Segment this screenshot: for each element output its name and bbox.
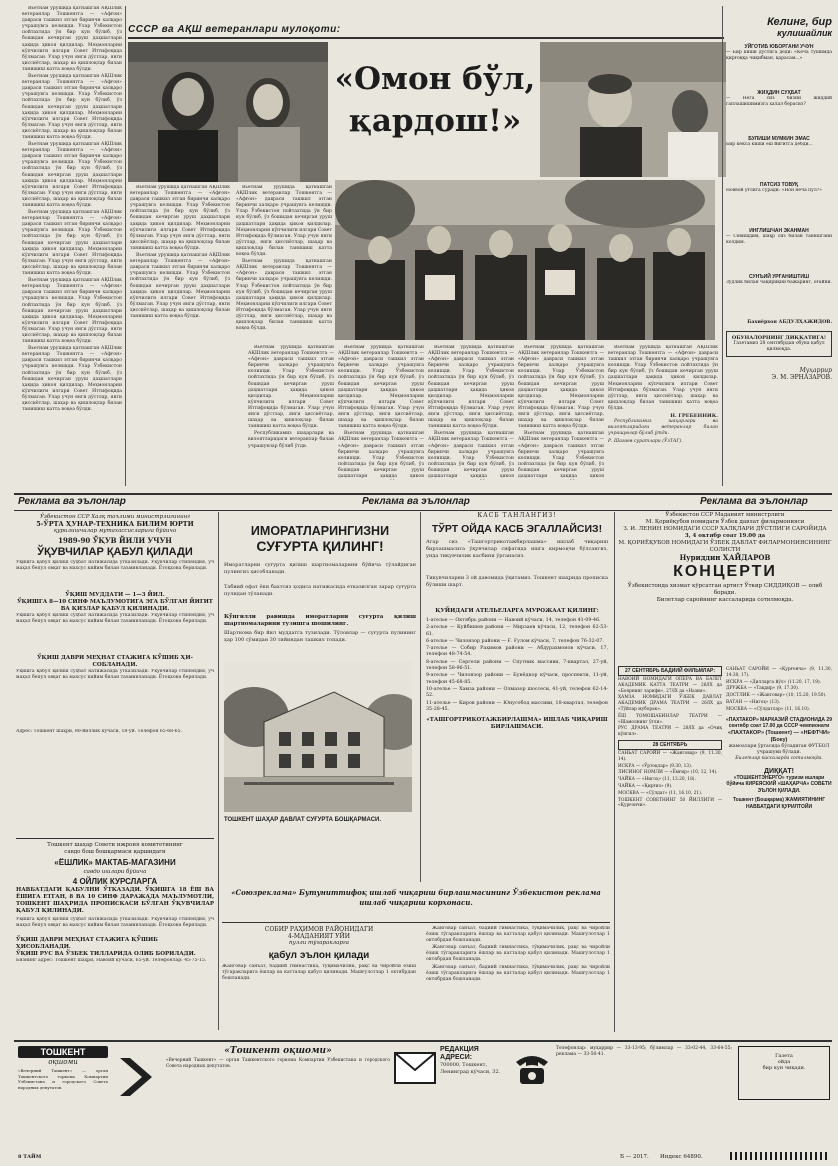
article-left-text-6: Вьетнам урушида қатнашган АҚШлик ветеранлар Тошкентга — «Афғон» давраси ташкил этган биринчи халқаро учрашувга келишди. Улар Ўзбекистон пойтахтида ўн бир кун бўлиб, ўз бошидан кечирган уруш даҳшатлари ҳақида ҳикоя қилдилар. Меҳмонларни кўпчилиги илгари Совет Иттифоқида бўлмаган. Улар учун янги дўстлар, янги ҳиссиётлар, шаҳар ва қишлоқлар билан танишиш катта воқеа бўлди.	[22, 346, 122, 413]
article-column-3	[248, 345, 334, 480]
photo-veterans-1-graphic	[128, 42, 328, 182]
ad-right-middle-text-1: Жанговар санъат, бадиий гимнастика, тўқимачилик, рақс ва чиройли ёзиш тўгаракларига ёшлар ва катталар қабул қилинади. Машғулотлар 1 октябрдан бошланади.	[426, 926, 610, 944]
theater-listing-item: ҲАМЗА НОМИДАГИ ЎЗБЕК ДАВЛАТ АКАДЕМИК ДРАМА ТЕАТРИ — 26/IX да «Тўйлар муборак».	[618, 695, 722, 712]
ad-insurance-body2: Табиий офат ёки бахтсиз ҳодиса натижасида етказилган зарар суғурта пулидан тўланади.	[224, 584, 416, 597]
ad-technikum-subhead1: ЎҚИШ МУДДАТИ — 1—3 ЙИЛ.	[65, 592, 165, 598]
article-left-text-3: Вьетнам урушида қатнашган АҚШлик ветеранлар Тошкентга — «Афғон» давраси ташкил этган биринчи халқаро учрашувга келишди. Улар Ўзбекистон пойтахтида ўн бир кун бўлиб, ўз бошидан кечирган уруш даҳшатлари ҳақида ҳикоя қилдилар. Меҳмонларни кўпчилиги илгари Совет Иттифоқида бўлмаган. Улар учун янги дўстлар, янги ҳиссиётлар, шаҳар ва қишлоқлар билан танишиш катта воқеа бўлди.	[22, 142, 122, 208]
ad-eshlik-address: Бизнинг адрес: Тошкент шаҳри, Навоий кўчаси, 65-уй. Телефонлар: 45-75-15.	[16, 958, 207, 963]
humor-section-title: ЖИҲДИН СУҲБАТ	[757, 90, 801, 96]
ad-eshlik-line1: Тошкент шаҳар Совети ижроия комитетининг	[47, 842, 183, 848]
headline-block	[330, 48, 540, 188]
theater-listing-item: РУС ДРАМА ТЕАТРИ — 28/IX да «Очиқ кўнгил».	[618, 726, 722, 738]
article-col5-text-2: Вьетнам урушида қатнашган АҚШлик ветеранлар Тошкентга — «Афғон» давраси ташкил этган биринчи халқаро учрашувга келишди. Улар Ўзбекистон пойтахтида ўн бир кун бўлиб, ўз бошидан кечирган уруш даҳшатлари ҳақида ҳикоя	[428, 431, 514, 479]
humor-column-divider	[722, 6, 723, 486]
footer-logo	[112, 1052, 162, 1102]
ad-concert-line4: 3, 4 октябр соат 19.00 да	[684, 533, 766, 539]
humor-signoff: Бахиёрхон АБДУЛҲАЖИДОВ.	[747, 319, 832, 325]
humor-title-2: кулишайлик	[777, 28, 832, 38]
ad-concert-line3: З. И. ЛЕНИН НОМИДАГИ СССР ХАЛҚЛАРИ ДЎСТЛИГИ САРОЙИДА	[623, 526, 827, 532]
humor-column	[726, 6, 832, 486]
ad-culture-house	[222, 926, 416, 1036]
ad-culture-line1: СОБИР РАҲИМОВ РАЙОНИДАГИ	[264, 926, 374, 933]
article-col7-text: Вьетнам урушида қатнашган АҚШлик ветеранлар Тошкентга — «Афғон» давраси ташкил этган биринчи халқаро учрашувга келишди. Улар Ўзбекистон пойтахтида ўн бир кун бўлиб, ўз бошидан кечирган уруш даҳшатлари ҳақида ҳикоя қилдилар. Меҳмонларни кўпчилиги илгари Совет Иттифоқида бўлмаган. Улар учун янги дўстлар, янги ҳиссиётлар, шаҳар ва қишлоқлар билан танишиш катта воқеа бўлди.	[608, 345, 718, 411]
article-column-4	[338, 345, 424, 480]
article-col1-text: Вьетнам урушида қатнашган АҚШлик ветеранлар Тошкентга — «Афғон» давраси ташкил этган биринчи халқаро учрашувга келишди. Улар Ўзбекистон пойтахтида ўн бир кун бўлиб, ўз бошидан кечирган уруш даҳшатлари ҳақида ҳикоя қилдилар. Меҳмонларни кўпчилиги илгари Совет Иттифоқида бўлмаган. Улар учун янги дўстлар, янги ҳиссиётлар, шаҳар ва қишлоқлар билан танишиш катта воқеа бўлди.	[130, 185, 230, 251]
ad-technikum-address: Адрес: Тошкент шаҳри, 80-йиллик кўчаси, 18-уй. Телефон 65-68-65.	[16, 729, 182, 734]
ad-insurance-subhead: Кўнгилли равишда иморатларни суғурта қилиш шартномаларини тузишга шошилинг.	[224, 614, 416, 627]
ad-right-middle-text	[426, 926, 610, 1034]
humor-section-title: СУНЪИЙ УРҒАНИШТИШ	[749, 274, 809, 280]
cinema-listing-item: САНЬАТ САРОЙИ — «Жанговар» (9, 11.30, 14).	[618, 750, 722, 762]
ad-jobs-footer: «ТАШГОРТРИКОТАЖБИРЛАШМА» ИШЛАБ ЧИҚАРИШ БИРЛАШМАСИ.	[426, 717, 608, 731]
cinema-listing-item: МОСКВА — «Сўлдатлар» (11, 16.10).	[726, 706, 810, 712]
footer-stamp-line1: Газета	[775, 1053, 793, 1059]
article-column-1	[130, 185, 230, 345]
article-col3-text: Вьетнам урушида қатнашган АҚШлик ветеранлар Тошкентга — «Афғон» давраси ташкил этган биринчи халқаро учрашувга келишди. Улар Ўзбекистон пойтахтида ўн бир кун бўлиб, ўз бошидан кечирган уруш даҳшатлари ҳақида ҳикоя қилдилар. Меҳмонларни кўпчилиги илгари Совет Иттифоқида бўлмаган. Улар учун янги дўстлар, янги ҳиссиётлар, шаҳар ва қишлоқлар билан танишиш катта воқеа бўлди.	[248, 345, 334, 430]
ad-jobs-subhead: ҚУЙИДАГИ АТЕЛЬЕЛАРГА МУРОЖААТ ҚИЛИНГ:	[435, 608, 599, 614]
cinema-list-2	[618, 751, 722, 809]
ad-culture-body: Жанговар санъат, бадиий гимнастика, тўқимачилик, рақс ва чиройли ёзиш тўгаракларига ёшлар ва катталар қабул қилинади. Машғулотлар 1 октябрдан бошланади.	[222, 964, 416, 982]
cinema-listing-item: ЛИСИНОГ НОМЛИ — «Ёмғир» (10, 12, 14).	[618, 770, 718, 776]
ads-label-right: Реклама ва эълонлар	[700, 496, 808, 507]
cinema-listing-item: ИСКРА — «Дилларга йўл» (11.20, 17, 19).	[726, 679, 822, 685]
ad-concert	[618, 512, 832, 662]
ad-technikum	[16, 514, 214, 834]
humor-title-1: Келинг, бир	[767, 16, 832, 28]
ad-concert-line6: Нуриддин ҲАЙДАРОВ	[679, 553, 771, 562]
ad-technikum-subhead3: ЎҚИШ ДАВРИ МЕҲНАТ СТАЖИГА КЎШИБ ҲИСОБЛАНАДИ.	[37, 655, 193, 668]
article-signature: Н. ГРЕБЕННИК.	[670, 413, 718, 420]
humor-sections	[726, 44, 832, 316]
ads-col-divider-2	[420, 512, 421, 882]
ad-jobs-list	[426, 618, 608, 713]
telephone-icon	[512, 1050, 552, 1086]
ad-eshlik-headline: «ЁШЛИК» МАКТАБ-МАГАЗИНИ	[54, 858, 176, 867]
footer-issue-2: Индекс 64890.	[660, 1154, 703, 1160]
photo-credit: Р. Шагаев суратлари (ЎзТАГ).	[608, 439, 683, 445]
ads-band-rule	[14, 493, 832, 495]
ads-band-rule-2	[14, 510, 832, 511]
section-heading	[128, 24, 628, 35]
ad-insurance-footer-text: «Союзреклама» Бутуниттифоқ ишлаб чиқариш бирлашмасининг Ўзбекистон реклама ишлаб чиқариш корхонаси.	[231, 888, 601, 907]
ad-culture-line2: 4-МАДАНИЯТ УЙИ	[288, 933, 350, 940]
ad-insurance-body1: Иморатларни суғурта қилиш шартномаларини бўйича тўлайдиган пулингиз ҳисобланади.	[224, 562, 416, 575]
photo-veterans-2	[540, 42, 726, 177]
ads-label-left: Реклама ва эълонлар	[18, 496, 126, 507]
ad-insurance-footer	[222, 888, 610, 918]
humor-section-title: БУЛИШИ МУМКИН ЭМАС	[748, 136, 810, 142]
arrow-logo-icon	[112, 1052, 162, 1102]
footer-stamp-line3: бир кун чиқади.	[762, 1065, 806, 1071]
article-footer-note: Республикамиз шаҳарлари ва вилоятларидаги ветеранлар билан учрашувлар бўлиб ўтди.	[608, 419, 718, 437]
ad-technikum-headline: ЎҚУВЧИЛАР ҚАБУЛ ҚИЛАДИ	[37, 546, 193, 558]
article-col2-text-2: Вьетнам урушида қатнашган АҚШлик ветеранлар Тошкентга — «Афғон» давраси ташкил этган биринчи халқаро учрашувга келишди. Улар Ўзбекистон пойтахтида ўн бир кун бўлиб, ўз бошидан кечирган уруш даҳшатлари ҳақида ҳикоя қилдилар. Меҳмонларни кўпчилиги илгари Совет Иттифоқида бўлмаган. Улар учун янги дўстлар, янги ҳиссиётлар, шаҳар ва қишлоқлар билан танишиш катта воқеа бўлди.	[236, 259, 332, 332]
photo-veterans-group	[335, 180, 715, 340]
cinema-listing-item: САНЬАТ САРОЙИ — «Қурғонча» (9, 11.30, 14.30, 17).	[726, 667, 832, 678]
notice-body: «ТОШКЕНТЭНЕРГО» туризм ишлари бўйича КИРЕЯСКИЙ «ШАҲАРЧА» СОВЕТИ ЭЪЛОН ҚИЛАДИ.	[726, 774, 832, 794]
article-column-2	[236, 185, 332, 345]
footer-phones-text: Телефонлар: муҳаррир — 33-13-95; бўлимлар — 33-02-44, 33-64-55; реклама — 33-50-41.	[556, 1046, 732, 1058]
ad-eshlik-text: Ўқишга қабул қилиш суҳбат натижасида ўтказилади. Ўқувчилар стипендия, уч маҳал бепул овқат ва махсус кийим билан таъминланади. Ётоқхона берилади.	[16, 917, 214, 929]
footer-stamp	[738, 1046, 830, 1100]
humor-section-title: ИНГЛИШЧАН ЭКАНМАН	[749, 228, 809, 234]
envelope-icon	[394, 1052, 436, 1086]
ad-culture-line3: пулли тўгаракларга	[289, 940, 349, 946]
article-col4-text-2: Вьетнам урушида қатнашган АҚШлик ветеранлар Тошкентга — «Афғон» давраси ташкил этган биринчи халқаро учрашувга келишди. Улар Ўзбекистон пойтахтида ўн бир кун бўлиб, ўз бошидан кечирган уруш даҳшатлари ҳақида ҳикоя	[338, 431, 424, 479]
theater-listing-item: НАВОИЙ НОМИДАГИ ОПЕРА ВА БАЛЕТ АКАДЕМИК КАТТА ТЕАТРИ — 26/IX да «Боярнинг зарифи», 27/IX да «Назия».	[618, 677, 722, 694]
ads-col-divider-3	[614, 512, 615, 1032]
footer-barcode	[730, 1152, 830, 1160]
cinema-listing-item: ДОСТЛИК — «Жанговар» (10, 15.20, 19.50).	[726, 693, 827, 699]
ads-label-center: Реклама ва эълонлар	[362, 496, 470, 507]
ad-technikum-subhead2: ЎҚИШГА 8—10 СИНФ МАЪЛУМОТИГА ЭГА БЎЛГАН ЙИГИТ ВА ҚИЗЛАР ҚАБУЛ ҚИЛИНАДИ.	[17, 599, 213, 612]
building-photo-graphic	[224, 662, 412, 812]
article-left-column	[22, 6, 122, 486]
listings-right	[726, 666, 832, 1036]
ad-eshlik	[16, 842, 214, 1022]
ad-culture-headline: қабул эълон қилади	[268, 950, 370, 961]
promo-line1: «ПАХТАКОР» МАРКАЗИЙ СТАДИОНИДА 29 сентябр соат 17.00 да СССР чемпионати	[726, 716, 832, 730]
ad-technikum-body-3: Ўқишга қабул қилиш суҳбат натижасида ўтказилади. Ўқувчилар стипендия, уч маҳал бепул овқат ва махсус кийим билан таъминланади. Ётоқхона берилади.	[16, 669, 214, 681]
subscription-box-text: Газетамиз 28 сентябрдан обуна қабул қилмоқда.	[733, 341, 825, 352]
article-col2-text: Вьетнам урушида қатнашган АҚШлик ветеранлар Тошкентга — «Афғон» давраси ташкил этган биринчи халқаро учрашувга келишди. Улар Ўзбекистон пойтахтида ўн бир кун бўлиб, ўз бошидан кечирган уруш даҳшатлари ҳақида ҳикоя қилдилар. Меҳмонларни кўпчилиги илгари Совет Иттифоқида бўлмаган. Улар учун янги дўстлар, янги ҳиссиётлар, шаҳар ва қишлоқлар билан танишиш катта воқеа бўлди.	[236, 185, 332, 258]
ad-concert-line8: Билетлар саройнинг кассаларида сотилмоқда.	[656, 597, 794, 603]
listings-date-2: 28 СЕНТЯБРЬ	[618, 740, 722, 750]
promo-line4: Билетлар кассаларда сотилмоқда.	[735, 755, 823, 761]
section-heading-text: СССР ва АҚШ ветеранлари мулоқоти:	[128, 24, 341, 35]
footer-editorial-body: 700000, Тошкент, Ленинград кўчаси, 32.	[440, 1062, 501, 1075]
ad-technikum-line4: 1989-90 ЎҚУВ ЙИЛИ УЧУН	[58, 536, 172, 545]
promo-line2: «ПАХТАКОР» (Тошкент) — «НЕФТЧИ» (Боку)	[728, 729, 830, 743]
article-column-7	[608, 345, 718, 480]
cinema-listing-item: ЧАЙКА — «Қирғиз» (9).	[618, 783, 673, 789]
ad-jobs-headline: ТЎРТ ОЙДА КАСБ ЭГАЛЛАЙСИЗ!	[431, 523, 603, 535]
cinema-listing-item: МОСКВА — «Сўлдат» (11, 16.10, 21).	[618, 790, 703, 796]
ad-concert-line2: М. Қориёқубов номидаги Ўзбек давлат филармонияси	[645, 519, 805, 525]
humor-section-text: Зудлик билан чақириқни бажаринг, оғайни.	[726, 280, 832, 285]
notice-title: ДИҚҚАТ!	[764, 767, 794, 775]
listings-date-1: 27 СЕНТЯБРЬ БАДИИЙ ФИЛЬМЛАР:	[618, 666, 722, 676]
ad-divider-2	[222, 922, 610, 923]
footer-stamp-line2: ойда	[777, 1059, 791, 1065]
atelier-list-item: 10-ательe — Хамза райони — Олмазор шоссеси, 41-уй, телефон 62-14-52.	[426, 686, 608, 699]
article-column-5	[428, 345, 514, 480]
ad-eshlik-line3: савдо ишлари бўйича	[83, 869, 147, 875]
ad-insurance-title1: ИМОРАТЛАРИНГИЗНИ	[250, 524, 390, 538]
cinema-listing-item: ВАТАН — «Нигоҳ» (13).	[726, 699, 780, 705]
footer-editorial-title: РЕДАКЦИЯ АДРЕСИ:	[440, 1046, 479, 1061]
footer-page-marker: 8 ТАЙМ	[18, 1154, 42, 1160]
atelier-list-item: 9-ательe — Чилонзор райони — Бунёдкор кўчаси, проспекти, 11-уй, телефон 45-68-85.	[426, 673, 608, 685]
mail-icon	[394, 1052, 436, 1086]
footer-issue-1: Б — 2017.	[620, 1154, 649, 1160]
article-left-text-2: Вьетнам урушида қатнашган АҚШлик ветеранлар Тошкентга — «Афғон» давраси ташкил этган биринчи халқаро учрашувга келишди. Улар Ўзбекистон пойтахтида ўн бир кун бўлиб, ўз бошидан кечирган уруш даҳшатлари ҳақида ҳикоя қилдилар. Меҳмонларни кўпчилиги илгари Совет Иттифоқида бўлмаган. Улар учун янги дўстлар, янги ҳиссиётлар, шаҳар ва қишлоқлар билан танишиш катта воқеа бўлди.	[22, 74, 122, 140]
ad-concert-line1: Ўзбекистон ССР Маданият министрлиги	[665, 512, 785, 518]
ad-eshlik-subhead2: ЎҚИШ РУС ВА ЎЗБЕК ТИЛЛАРИДА ОЛИБ БОРИЛАДИ.	[16, 951, 196, 957]
ad-divider-1	[16, 838, 214, 839]
headline-line-1: «Омон бўл,	[334, 61, 536, 97]
headline-line-2: қардош!»	[348, 103, 522, 139]
ad-concert-line5: М. ҚОРИЁҚУБОВ НОМИДАГИ ЎЗБЕК ДАВЛАТ ФИЛАРМОНИЯСИНИНГ СОЛИСТИ	[618, 540, 832, 553]
ad-jobs	[426, 512, 608, 882]
article-col5-text: Вьетнам урушида қатнашган АҚШлик ветеранлар Тошкентга — «Афғон» давраси ташкил этган биринчи халқаро учрашувга келишди. Улар Ўзбекистон пойтахтида ўн бир кун бўлиб, ўз бошидан кечирган уруш даҳшатлари ҳақида ҳикоя қилдилар. Меҳмонларни кўпчилиги илгари Совет Иттифоқида бўлмаган. Улар учун янги дўстлар, янги ҳиссиётлар, шаҳар ва қишлоқлар билан танишиш катта воқеа бўлди.	[428, 345, 514, 430]
humor-section-text: — Бир киши дўстига деди: «Кеча тушимда қирғоққа чиқибман, қарасам...»	[726, 50, 832, 61]
ad-technikum-line2: 5-ЎРТА ҲУНАР-ТЕХНИКА БИЛИМ ЮРТИ	[36, 520, 194, 528]
humor-section-text: — Севишдим, шаҳр сиз билан танишгани келдим.	[726, 234, 832, 245]
humor-section-title: УЙГОТИБ ЮБОРГАНИ УЧУН	[744, 44, 814, 50]
footer-brand-sub: оқшоми	[48, 1058, 78, 1066]
column-divider	[125, 6, 126, 486]
ad-jobs-body2: Тикувчиларни 3 ой давомида ўқитамиз. Тошкент шаҳрида прописка бўлиши шарт.	[426, 575, 608, 588]
ad-technikum-body-2: Ўқишга қабул қилиш суҳбат натижасида ўтказилади. Ўқувчилар стипендия, уч маҳал бепул овқат ва махсус кийим билан таъминланади. Ётоқхона берилади.	[16, 613, 214, 625]
footer-brand-body: «Вечерний Ташкент» — орган Ташкентского горкома Компартии Узбекистана и городского Совета народных депутатов.	[18, 1068, 108, 1090]
editor-name: Э. М. ЭРНАЗАРОВ.	[771, 374, 832, 381]
ad-concert-line7: Ўзбекистонда хизмат кўрсатган артист Ўткир СИДДИҚОВ — олиб боради.	[627, 583, 823, 596]
article-left-text-4: Вьетнам урушида қатнашган АҚШлик ветеранлар Тошкентга — «Афғон» давраси ташкил этган биринчи халқаро учрашувга келишди. Улар Ўзбекистон пойтахтида ўн бир кун бўлиб, ўз бошидан кечирган уруш даҳшатлари ҳақида ҳикоя қилдилар. Меҳмонларни кўпчилиги илгари Совет Иттифоқида бўлмаган. Улар учун янги дўстлар, янги ҳиссиётлар, шаҳар ва қишлоқлар билан танишиш катта воқеа бўлди.	[22, 210, 122, 277]
ad-technikum-line3: қурилишчилар мутахассисларига бўйича	[53, 528, 177, 534]
article-col3-text-2: Республикамиз шаҳарлари ва вилоятларидаги ветеранлар билан учрашувлар бўлиб ўтди.	[248, 431, 334, 449]
ad-eshlik-body: НАВБАТДАГИ ҚАБУЛНИ ЎТКАЗАДИ. ЎҚИШГА 18 ЁШ ВА ЁШИГА ЕТГАН, 8 ВА 10 СИНФ ДАРАЖАДА МАЪЛУМОТЛИ, ТОШКЕНТ ШАҲРИДА ПРОПИСКАСИ БЎЛГАН ЎҚУВЧИЛАР ҚАБУЛ ҚИЛИНАДИ.	[16, 887, 214, 914]
cinema-listing-item: ТОШКЕНТ СОВЕТНИНГ 50 ЙИЛЛИГИ — «Қурғончи».	[618, 797, 722, 809]
subscription-box	[726, 331, 832, 357]
ad-right-middle-text-2: Жанговар санъат, бадиий гимнастика, тўқимачилик, рақс ва чиройли ёзиш тўгаракларига ёшлар ва катталар қабул қилинади. Машғулотлар 1 октябрдан бошланади.	[426, 945, 610, 963]
ad-jobs-kicker: КАСБ ТАНЛАНГИЗ!	[477, 512, 557, 519]
article-col4-text: Вьетнам урушида қатнашган АҚШлик ветеранлар Тошкентга — «Афғон» давраси ташкил этган биринчи халқаро учрашувга келишди. Улар Ўзбекистон пойтахтида ўн бир кун бўлиб, ўз бошидан кечирган уруш даҳшатлари ҳақида ҳикоя қилдилар. Меҳмонларни кўпчилиги илгари Совет Иттифоқида бўлмаган. Улар учун янги дўстлар, янги ҳиссиётлар, шаҳар ва қишлоқлар билан танишиш катта воқеа бўлди.	[338, 345, 424, 430]
atelier-list-item: 2-ательe — Куйбишев райони — Мирзаев кўчаси, 12, телефон 62-53-61.	[426, 625, 608, 637]
subscription-box-title: ОБУНАЛОРНИНГ ДИҚҚАТИГА!	[731, 335, 827, 341]
theater-list	[618, 677, 722, 738]
ads-col-divider-1	[218, 512, 219, 1030]
article-left-text-1: Вьетнам урушида қатнашган АҚШлик ветеранлар Тошкентга — «Афғон» давраси ташкил этган биринчи халқаро учрашувга келишди. Улар Ўзбекистон пойтахтида ўн бир кун бўлиб, ўз бошидан кечирган уруш даҳшатлари ҳақида ҳикоя қилдилар. Меҳмонларни кўпчилиги илгари Совет Иттифоқида бўлмаган. Улар учун янги дўстлар, янги ҳиссиётлар, шаҳар ва қишлоқлар билан танишиш катта воқеа бўлди.	[22, 6, 122, 72]
article-col6-text-2: Вьетнам урушида қатнашган АҚШлик ветеранлар Тошкентга — «Афғон» давраси ташкил этган биринчи халқаро учрашувга келишди. Улар Ўзбекистон пойтахтида ўн бир кун бўлиб, ўз бошидан кечирган уруш даҳшатлари ҳақида ҳикоя	[518, 431, 604, 479]
ad-insurance-caption: ТОШКЕНТ ШАҲАР ДАВЛАТ СУҒУРТА БОШҚАРМАСИ.	[224, 817, 382, 823]
footer-center	[166, 1046, 390, 1146]
footer-center-body: «Вечерний Ташкент» — орган Ташкентского горкома Компартии Узбекистана и городского Совета народных депутатов.	[166, 1058, 390, 1069]
notice-tag: Тошкент (Бошқарма) ЖАМИЯТИНИНГ НАВБАТДАГИ ҚУРИЛТОЙИ	[732, 797, 826, 810]
ad-technikum-line1: Ўзбекистон ССР Халқ таълими министрлигининг	[39, 514, 191, 520]
ad-eshlik-headline2: 4 ОЙЛИК КУРСЛАРГА	[72, 877, 158, 886]
humor-section-title: ПАТСИЗ ТОВУҚ	[759, 182, 799, 188]
atelier-list-item: 1-ательe — Октябрь райони — Навоий кўчаси, 14, телефон 41-09-46.	[426, 618, 601, 623]
theater-listing-item: ЁШ ТОМОШАБИНЛАР ТЕАТРИ — «Шамолнинг ўғли».	[618, 713, 722, 725]
cinema-listing-item: ИСКРА — «Ўртоқлар» (9.30, 13).	[618, 763, 693, 769]
ad-eshlik-line2: савдо бош бошқармаси қаршидаги	[64, 849, 166, 855]
photo-veterans-1	[128, 42, 328, 182]
ad-eshlik-subhead1: ЎҚИШ ДАВРИ МЕҲНАТ СТАЖИГА ҚЎШИБ ҲИСОБЛАНАДИ.	[16, 937, 158, 950]
article-col1-text-2: Вьетнам урушида қатнашган АҚШлик ветеранлар Тошкентга — «Афғон» давраси ташкил этган биринчи халқаро учрашувга келишди. Улар Ўзбекистон пойтахтида ўн бир кун бўлиб, ўз бошидан кечирган уруш даҳшатлари ҳақида ҳикоя қилдилар. Меҳмонларни кўпчилиги илгари Совет Иттифоқида бўлмаган. Улар учун янги дўстлар, янги ҳиссиётлар, шаҳар ва қишлоқлар билан танишиш катта воқеа бўлди.	[130, 253, 230, 319]
ad-right-middle-text-3: Жанговар санъат, бадиий гимнастика, тўқимачилик, рақс ва чиройли ёзиш тўгаракларига ёшлар ва катталар қабул қилинади. Машғулотлар 1 октябрдан бошланади.	[426, 964, 610, 982]
notice-box	[726, 768, 832, 811]
ad-technikum-body: Ўқишга қабул қилиш суҳбат натижасида ўтказилади. Ўқувчилар стипендия, уч маҳал бепул овқат ва махсус кийим билан таъминланади. Ётоқхона берилади.	[16, 560, 214, 572]
ad-jobs-body1: Агар сиз «Ташгортрикотажбирлашма» ишлаб чиқариш бирлашмасига ўқувчилар сифатида ишга кирмоқчи бўлсангиз, унда тикувчилик касбини ўрганасиз.	[426, 539, 608, 559]
atelier-list-item: 6-ательe — Чилонзор райони — Ғ. Ғулом кўчаси, 7, телефон 76-32-07.	[426, 638, 604, 644]
listings-left	[618, 666, 722, 1036]
cinema-listing-item: ДРУЖБА — «Тақдир» (9, 17.30).	[726, 686, 800, 692]
humor-section-text: Новвой ўғлига сўради: «Нон неча пул?»	[726, 188, 822, 193]
article-column-6	[518, 345, 604, 480]
atelier-list-item: 7-ательe — Собир Раҳимов райони — Абдурахмонов кўчаси, 17, телефон 48-74-54.	[426, 646, 608, 658]
footer-center-title: «Тошкент оқшоми»	[224, 1046, 332, 1056]
footer-editorial	[440, 1046, 510, 1146]
ad-insurance-body3: Шартнома бир йил муддатга тузилади. Тўловлар — суғурта пулининг ҳар 100 сўмидан 30 тийиндан ташкил топади.	[224, 630, 416, 643]
ad-insurance	[224, 512, 416, 882]
atelier-list-item: 11-ательe — Киров райони — Юнусобод массиви, 18-квартал, телефон 35-28-45.	[426, 700, 608, 712]
cinema-listing-item: ЧАЙКА — «Нигоҳ» (11, 13.20, 18).	[618, 777, 696, 783]
humor-section-text: Бир кекса киши ёш йигитга дебди...	[726, 142, 813, 147]
footer-brand-name: ТОШКЕНТ	[18, 1046, 108, 1058]
footer-brand	[18, 1046, 108, 1146]
footer-rule	[14, 1040, 832, 1042]
heading-rule	[128, 37, 724, 39]
atelier-list-item: 8-ательe — Сергели райони — Спутник массиви, 7-квартал, 27-уй, телефон 58-96-51.	[426, 659, 608, 672]
ad-insurance-title2: СУҒУРТА ҚИЛИНГ!	[256, 538, 384, 554]
article-left-text-5: Вьетнам урушида қатнашган АҚШлик ветеранлар Тошкентга — «Афғон» давраси ташкил этган биринчи халқаро учрашувга келишди. Улар Ўзбекистон пойтахтида ўн бир кун бўлиб, ўз бошидан кечирган уруш даҳшатлари ҳақида ҳикоя қилдилар. Меҳмонларни кўпчилиги илгари Совет Иттифоқида бўлмаган. Улар учун янги дўстлар, янги ҳиссиётлар, шаҳар ва қишлоқлар билан танишиш катта воқеа бўлди.	[22, 278, 122, 345]
footer-phones	[556, 1046, 732, 1136]
cinema-list-1	[726, 667, 832, 713]
ad-concert-headline: КОНЦЕРТИ	[673, 563, 777, 580]
promo-line3: жамоалари ўртасида бўладиган ФУТБОЛ учрашуви бўлади.	[728, 743, 830, 755]
photo-veterans-2-graphic	[540, 42, 726, 177]
article-col6-text: Вьетнам урушида қатнашган АҚШлик ветеранлар Тошкентга — «Афғон» давраси ташкил этган биринчи халқаро учрашувга келишди. Улар Ўзбекистон пойтахтида ўн бир кун бўлиб, ўз бошидан кечирган уруш даҳшатлари ҳақида ҳикоя қилдилар. Меҳмонларни кўпчилиги илгари Совет Иттифоқида бўлмаган. Улар учун янги дўстлар, янги ҳиссиётлар, шаҳар ва қишлоқлар билан танишиш катта воқеа бўлди.	[518, 345, 604, 430]
editor-role: Муҳаррир	[799, 367, 832, 374]
humor-section-text: — Нега сиз бизни жиддий гаплашишимизга халал берасиз?	[726, 96, 832, 107]
phone-icon	[512, 1050, 552, 1086]
ad-insurance-photo	[224, 662, 412, 812]
listings	[618, 666, 832, 1036]
photo-veterans-group-graphic	[335, 180, 715, 340]
promo-stadium	[726, 717, 832, 762]
